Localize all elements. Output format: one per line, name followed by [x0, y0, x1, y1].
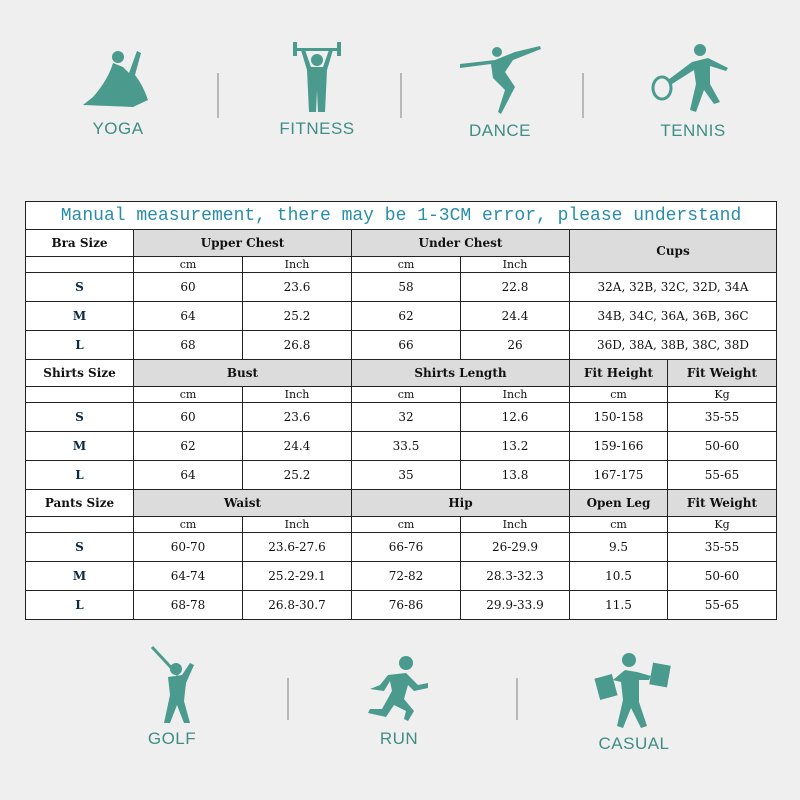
table-row: [26, 591, 777, 620]
value-cell: 28.3-32.3: [461, 562, 570, 591]
activity-label: RUN: [379, 729, 419, 748]
value-cell: 32A, 32B, 32C, 32D, 34A: [570, 273, 777, 302]
value-cell: 64-74: [134, 562, 243, 591]
activity-golf: [107, 645, 237, 749]
value-cell: 55-65: [668, 591, 777, 620]
table-title: Manual measurement, there may be 1-3CM error, please understand: [26, 202, 777, 230]
unit-label: Kg: [668, 517, 777, 533]
column-header: Bust: [134, 360, 352, 387]
fitness-icon: [252, 40, 382, 115]
tennis-icon: [628, 42, 758, 117]
divider: [582, 73, 584, 118]
value-cell: 64: [134, 461, 243, 490]
unit-label: Inch: [243, 517, 352, 533]
value-cell: 50-60: [668, 562, 777, 591]
unit-label: cm: [134, 517, 243, 533]
activity-tennis: [628, 42, 758, 141]
column-header: Fit Height: [570, 360, 668, 387]
unit-label: Inch: [461, 517, 570, 533]
value-cell: 68: [134, 331, 243, 360]
unit-label: Inch: [461, 257, 570, 273]
size-chart-table: [25, 201, 777, 620]
size-cell: M: [26, 302, 134, 331]
value-cell: 72-82: [352, 562, 461, 591]
value-cell: 35: [352, 461, 461, 490]
value-cell: 34B, 34C, 36A, 36B, 36C: [570, 302, 777, 331]
unit-row: [26, 387, 777, 403]
activity-label: FITNESS: [279, 119, 355, 138]
dance-icon: [435, 42, 565, 117]
unit-row: [26, 517, 777, 533]
activity-run: [334, 655, 464, 749]
table-row: [26, 432, 777, 461]
activity-label: GOLF: [147, 729, 197, 748]
size-cell: S: [26, 533, 134, 562]
value-cell: 60: [134, 403, 243, 432]
value-cell: 35-55: [668, 533, 777, 562]
value-cell: 29.9-33.9: [461, 591, 570, 620]
unit-label: cm: [352, 257, 461, 273]
size-header: Shirts Size: [26, 360, 134, 387]
unit-label: Inch: [243, 257, 352, 273]
column-header: Under Chest: [352, 230, 570, 257]
header-row: [26, 490, 777, 517]
empty-cell: [26, 517, 134, 533]
value-cell: 22.8: [461, 273, 570, 302]
activity-dance: [435, 42, 565, 141]
value-cell: 32: [352, 403, 461, 432]
value-cell: 25.2: [243, 461, 352, 490]
divider: [287, 678, 289, 720]
value-cell: 13.8: [461, 461, 570, 490]
divider: [400, 73, 402, 118]
value-cell: 11.5: [570, 591, 668, 620]
value-cell: 60-70: [134, 533, 243, 562]
value-cell: 12.6: [461, 403, 570, 432]
divider: [516, 678, 518, 720]
table-row: [26, 461, 777, 490]
column-header: Hip: [352, 490, 570, 517]
unit-label: Inch: [243, 387, 352, 403]
column-header: Fit Weight: [668, 360, 777, 387]
unit-label: Inch: [461, 387, 570, 403]
unit-label: cm: [570, 517, 668, 533]
value-cell: 24.4: [243, 432, 352, 461]
size-cell: L: [26, 331, 134, 360]
empty-cell: [26, 387, 134, 403]
yoga-icon: [53, 45, 183, 115]
value-cell: 66: [352, 331, 461, 360]
value-cell: 23.6-27.6: [243, 533, 352, 562]
activity-label: DANCE: [468, 121, 531, 140]
header-row: [26, 230, 777, 257]
activity-label: CASUAL: [598, 734, 670, 753]
size-header: Bra Size: [26, 230, 134, 257]
size-cell: M: [26, 432, 134, 461]
column-header: Waist: [134, 490, 352, 517]
unit-label: Kg: [668, 387, 777, 403]
value-cell: 9.5: [570, 533, 668, 562]
value-cell: 58: [352, 273, 461, 302]
unit-label: cm: [134, 387, 243, 403]
value-cell: 68-78: [134, 591, 243, 620]
unit-label: cm: [134, 257, 243, 273]
activity-casual: [569, 650, 699, 754]
size-cell: L: [26, 591, 134, 620]
value-cell: 26: [461, 331, 570, 360]
value-cell: 25.2-29.1: [243, 562, 352, 591]
column-header: Open Leg: [570, 490, 668, 517]
table-row: [26, 273, 777, 302]
value-cell: 62: [352, 302, 461, 331]
activity-label: YOGA: [92, 119, 144, 138]
value-cell: 33.5: [352, 432, 461, 461]
value-cell: 36D, 38A, 38B, 38C, 38D: [570, 331, 777, 360]
golf-icon: [107, 645, 237, 725]
column-header: Upper Chest: [134, 230, 352, 257]
activity-label: TENNIS: [660, 121, 726, 140]
unit-label: cm: [352, 387, 461, 403]
value-cell: 26-29.9: [461, 533, 570, 562]
table-row: [26, 403, 777, 432]
casual-icon: [569, 650, 699, 730]
value-cell: 13.2: [461, 432, 570, 461]
value-cell: 150-158: [570, 403, 668, 432]
value-cell: 50-60: [668, 432, 777, 461]
size-header: Pants Size: [26, 490, 134, 517]
value-cell: 167-175: [570, 461, 668, 490]
table-row: [26, 533, 777, 562]
value-cell: 55-65: [668, 461, 777, 490]
value-cell: 66-76: [352, 533, 461, 562]
value-cell: 159-166: [570, 432, 668, 461]
value-cell: 60: [134, 273, 243, 302]
run-icon: [334, 655, 464, 725]
size-cell: S: [26, 273, 134, 302]
value-cell: 10.5: [570, 562, 668, 591]
divider: [217, 73, 219, 118]
table-row: [26, 331, 777, 360]
value-cell: 76-86: [352, 591, 461, 620]
column-header: Fit Weight: [668, 490, 777, 517]
unit-label: cm: [352, 517, 461, 533]
value-cell: 35-55: [668, 403, 777, 432]
value-cell: 23.6: [243, 273, 352, 302]
column-header: Shirts Length: [352, 360, 570, 387]
size-cell: S: [26, 403, 134, 432]
value-cell: 26.8: [243, 331, 352, 360]
value-cell: 64: [134, 302, 243, 331]
header-row: [26, 360, 777, 387]
size-cell: L: [26, 461, 134, 490]
value-cell: 24.4: [461, 302, 570, 331]
value-cell: 62: [134, 432, 243, 461]
empty-cell: [26, 257, 134, 273]
unit-label: cm: [570, 387, 668, 403]
activity-fitness: [252, 40, 382, 139]
table-row: [26, 302, 777, 331]
value-cell: 25.2: [243, 302, 352, 331]
value-cell: 26.8-30.7: [243, 591, 352, 620]
table-row: [26, 562, 777, 591]
activity-yoga: [53, 45, 183, 139]
column-header: Cups: [570, 230, 777, 273]
value-cell: 23.6: [243, 403, 352, 432]
size-cell: M: [26, 562, 134, 591]
